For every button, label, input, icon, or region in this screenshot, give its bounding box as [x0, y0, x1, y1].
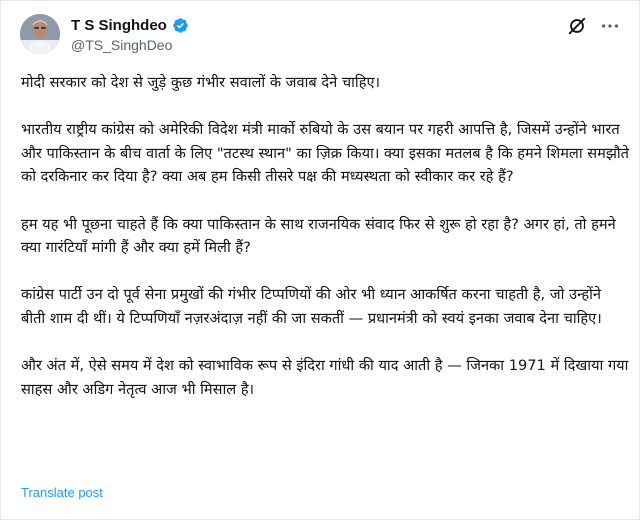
paragraph-spacer: [21, 259, 629, 283]
paragraph-spacer: [21, 189, 629, 213]
post-paragraph-3: हम यह भी पूछना चाहते हैं कि क्या पाकिस्तान के साथ राजनयिक संवाद फिर से शुरू हो रहा है? अगर हां, तो हमने क्या गारंटियाँ मांगी हैं और क्या हमें मिली हैं?: [21, 215, 616, 257]
verified-badge-icon: [172, 17, 189, 34]
post-paragraph-5: और अंत में, ऐसे समय में देश को स्वाभाविक रूप से इंदिरा गांधी की याद आती है — जिनका 1971 में दिखाया गया साहस और अडिग नेतृत्व आज भी मिसाल है।: [21, 357, 629, 398]
post-paragraph-1: मोदी सरकार को देश से जुड़े कुछ गंभीर सवालों के जवाब देने चाहिए।: [21, 74, 381, 91]
avatar-image: [20, 14, 60, 54]
paragraph-spacer: [21, 94, 629, 118]
post-paragraph-2: भारतीय राष्ट्रीय कांग्रेस को अमेरिकी विदेश मंत्री मार्को रुबियो के उस बयान पर गहरी आपत्ति है, जिसमें उन्होंने भारत और पाकिस्तान के बीच वार्ता के लिए "तटस्थ स्थान" का ज़िक्र किया। क्या इसका मतलब है कि हमने शिमला समझौते को दरकिनार कर दिया है? क्या अब हम किसी तीसरे पक्ष की मध्यस्थता को स्वीकार कर रहे हैं?: [21, 121, 629, 186]
post-body: [21, 71, 629, 401]
more-options-icon[interactable]: [599, 15, 621, 37]
grok-icon[interactable]: [566, 15, 588, 37]
post-paragraph-4: कांग्रेस पार्टी उन दो पूर्व सेना प्रमुखों की गंभीर टिप्पणियों की ओर भी ध्यान आकर्षित करना चाहती है, जो उन्होंने बीती शाम दी थीं। ये टिप्पणियाँ नज़रअंदाज़ नहीं की जा सकतीं — प्रधानमंत्री को स्वयं इनका जवाब देना चाहिए।: [21, 286, 602, 327]
post-header: [1, 1, 640, 67]
paragraph-spacer: [21, 330, 629, 354]
author-handle[interactable]: @TS_SinghDeo: [71, 37, 173, 53]
author-display-name[interactable]: T S Singhdeo: [71, 16, 167, 34]
translate-post-link[interactable]: Translate post: [21, 485, 103, 500]
avatar[interactable]: [20, 14, 60, 54]
author-name-line: [71, 15, 189, 35]
